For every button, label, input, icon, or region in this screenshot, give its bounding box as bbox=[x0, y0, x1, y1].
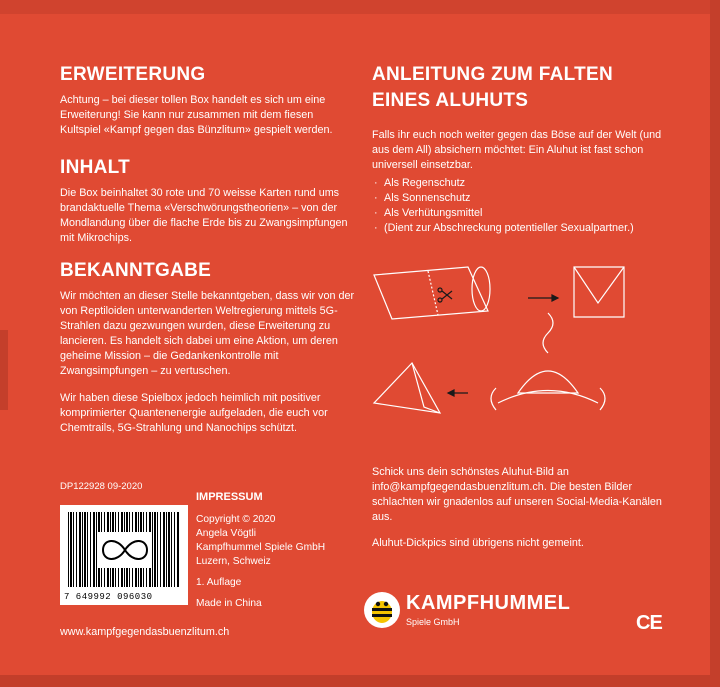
imprint-made-in: Made in China bbox=[196, 598, 262, 609]
content-title: INHALT bbox=[60, 157, 131, 178]
brand-name: KAMPFHUMMEL bbox=[406, 592, 571, 614]
hat-shape bbox=[518, 371, 578, 393]
extension-text: Achtung – bei dieser tollen Box handelt es sich um eine Erweiterung! Sie kann nur zusammen mit dem fiesen Kultspiel «Kampf gegen das Bünzlitum» gespielt werden. bbox=[60, 94, 333, 136]
uses-list-note: · (Dient zur Abschreckung potentieller Sexualpartner.) bbox=[372, 221, 672, 236]
box-edge-left bbox=[0, 330, 8, 410]
content-text: Die Box beinhaltet 30 rote und 70 weisse Karten rund ums brandaktuelle Thema «Verschwörungstheorien» – von der Mondlandung über die flache Erde bis zu Zwangsimpfungen mit Mikrochips. bbox=[60, 187, 348, 244]
foil-roll-shape bbox=[472, 267, 490, 311]
folded-square-shape bbox=[574, 267, 624, 317]
barcode-number: 7 649992 096030 bbox=[64, 592, 153, 602]
folding-title-line-1: ANLEITUNG ZUM FALTEN bbox=[372, 64, 614, 85]
imprint-line: Kampfhummel Spiele GmbH bbox=[196, 542, 326, 553]
imprint-edition: 1. Auflage bbox=[196, 577, 242, 588]
announcement-title: BEKANNTGABE bbox=[60, 260, 212, 281]
brand-subtitle: Spiele GmbH bbox=[406, 617, 460, 627]
ce-mark: CE bbox=[636, 612, 662, 634]
folding-intro: Falls ihr euch noch weiter gegen das Böse auf der Welt (und aus dem All) absichern möchtet: Ein Aluhut ist fast schon universell einsetzbar. bbox=[372, 129, 662, 171]
triangle-shape bbox=[374, 363, 440, 413]
imprint-title: IMPRESSUM bbox=[196, 491, 263, 503]
uses-list-item: · Als Sonnenschutz bbox=[372, 191, 672, 206]
dickpics-note: Aluhut-Dickpics sind übrigens nicht gemeint. bbox=[372, 537, 584, 549]
box-edge-right bbox=[710, 0, 720, 687]
folding-illustration bbox=[368, 253, 668, 433]
imprint-line: Angela Vögtli bbox=[196, 528, 257, 539]
website-url: www.kampfgegendasbuenzlitum.ch bbox=[60, 626, 230, 638]
imprint-line: Copyright © 2020 bbox=[196, 514, 276, 525]
uses-list-item: · Als Regenschutz bbox=[372, 176, 672, 191]
barcode bbox=[60, 505, 188, 605]
uses-list bbox=[372, 176, 672, 236]
infinity-symbol-icon bbox=[98, 532, 152, 568]
imprint-line: Luzern, Schweiz bbox=[196, 556, 271, 567]
uses-list-item: · Als Verhütungsmittel bbox=[372, 206, 672, 221]
product-code: DP122928 09-2020 bbox=[60, 481, 143, 492]
bumblebee-logo-icon bbox=[364, 592, 400, 628]
paper-sheet-shape bbox=[374, 267, 488, 319]
send-photo-text: Schick uns dein schönstes Aluhut-Bild an info@kampfgegendasbuenzlitum.ch. Die besten Bilder schlachten wir gnadenlos auf unseren Social-Media-Kanälen aus. bbox=[372, 466, 662, 523]
barcode-bars bbox=[68, 512, 180, 587]
folding-title-line-2: EINES ALUHUTS bbox=[372, 90, 529, 111]
announcement-text-2: Wir haben diese Spielbox jedoch heimlich mit positiver komprimierter Quantenenergie aufgeladen, die euch vor Chemtrails, 5G-Strahlung und Nanochips schützt. bbox=[60, 392, 328, 434]
announcement-text-1: Wir möchten an dieser Stelle bekanntgeben, dass wir von der von Reptiloiden unterwanderten Weltregierung mittels 5G-Strahlen dazu gezwungen wurden, diese Erweiterung zu lancieren. Es handelt sich dabei um eine Aktion, um deren geheime Mission – die Gedankenkontrolle mit Zwangsimpfungen – zu vertuschen. bbox=[60, 290, 355, 377]
extension-title: ERWEITERUNG bbox=[60, 64, 206, 85]
